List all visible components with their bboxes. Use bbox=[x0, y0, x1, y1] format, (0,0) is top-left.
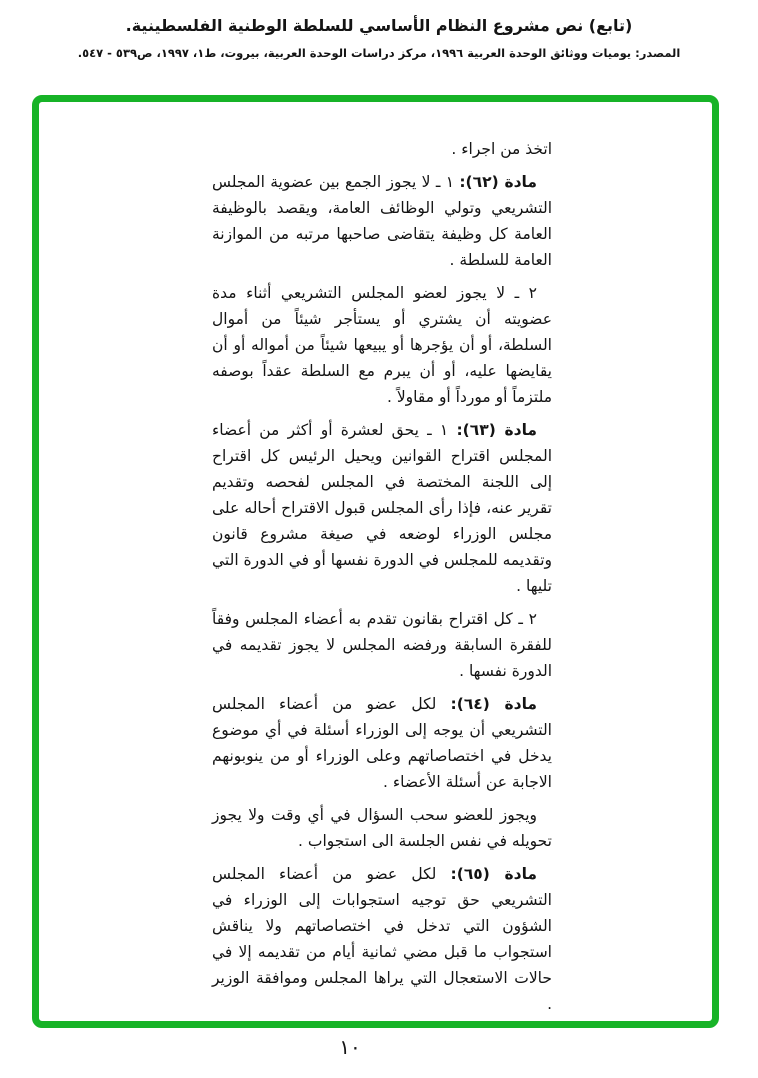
paragraph-article-64 bbox=[212, 691, 552, 795]
article-63-label: مادة (٦٣): bbox=[456, 421, 537, 439]
paragraph-article-65 bbox=[212, 861, 552, 1017]
page-number: ١٠ bbox=[339, 1035, 361, 1059]
paragraph-article-62 bbox=[212, 169, 552, 273]
article-65-text: لكل عضو من أعضاء المجلس التشريعي حق توجيه استجوابات إلى الوزراء في الشؤون التي تدخل في اختصاصاتهم ولا يناقش استجواب ما قبل مضي ثمانية أيام من تقديمه إلا في حالات الاستعجال التي يراها المجلس وموافقة الوزير . bbox=[212, 865, 552, 1013]
article-62-text: ١ ـ لا يجوز الجمع بين عضوية المجلس التشريعي وتولي الوظائف العامة، ويقصد بالوظيفة العامة كل وظيفة يتقاضى صاحبها مرتبه من الموازنة العامة للسلطة . bbox=[212, 173, 552, 269]
article-63-text: ١ ـ يحق لعشرة أو أكثر من أعضاء المجلس اقتراح القوانين ويحيل الرئيس كل اقتراح إلى اللجنة المختصة في المجلس لفحصه وتقديم تقرير عنه، فإذا رأى المجلس قبول الاقتراح أحاله على مجلس الوزراء لوضعه في صيغة مشروع قانون وتقديمه للمجلس في الدورة نفسها أو في الدورة التي تليها . bbox=[212, 421, 552, 595]
paragraph-article-62-clause-2: ٢ ـ لا يجوز لعضو المجلس التشريعي أثناء مدة عضويته أن يشتري أو يستأجر شيئاً من أموال السلطة، أو أن يؤجرها أو يبيعها شيئاً من أمواله أو أن يقايضها عليه، أو أن يبرم مع السلطة عقداً بوصفه ملتزماً أو مورداً أو مقاولاً . bbox=[212, 284, 552, 406]
source-citation: المصدر: يوميات ووثائق الوحدة العربية ١٩٩٦، مركز دراسات الوحدة العربية، بيروت، ط١، ١٩٩٧، ص٥٣٩ - ٥٤٧. bbox=[77, 46, 681, 60]
document-header bbox=[0, 16, 758, 60]
paragraph-continuation: اتخذ من اجراء . bbox=[451, 140, 552, 158]
page-title: (تابع) نص مشروع النظام الأساسي للسلطة الوطنية الفلسطينية. bbox=[125, 16, 633, 35]
paragraph-article-63 bbox=[212, 417, 552, 599]
article-65-label: مادة (٦٥): bbox=[450, 865, 537, 883]
paragraph-article-63-clause-2: ٢ ـ كل اقتراح بقانون تقدم به أعضاء المجلس وفقاً للفقرة السابقة ورفضه المجلس لا يجوز تقديمه في الدورة نفسها . bbox=[212, 610, 552, 680]
article-64-label: مادة (٦٤): bbox=[450, 695, 537, 713]
article-text-block bbox=[212, 136, 552, 1024]
article-64-text: لكل عضو من أعضاء المجلس التشريعي أن يوجه إلى الوزراء أسئلة في أي موضوع يدخل في اختصاصاتهم وعلى الوزراء أو من ينوبونهم الاجابة عن أسئلة الأعضاء . bbox=[212, 695, 552, 791]
paragraph-article-64-note: ويجوز للعضو سحب السؤال في أي وقت ولا يجوز تحويله في نفس الجلسة الى استجواب . bbox=[212, 806, 552, 850]
article-62-label: مادة (٦٢): bbox=[459, 173, 537, 191]
